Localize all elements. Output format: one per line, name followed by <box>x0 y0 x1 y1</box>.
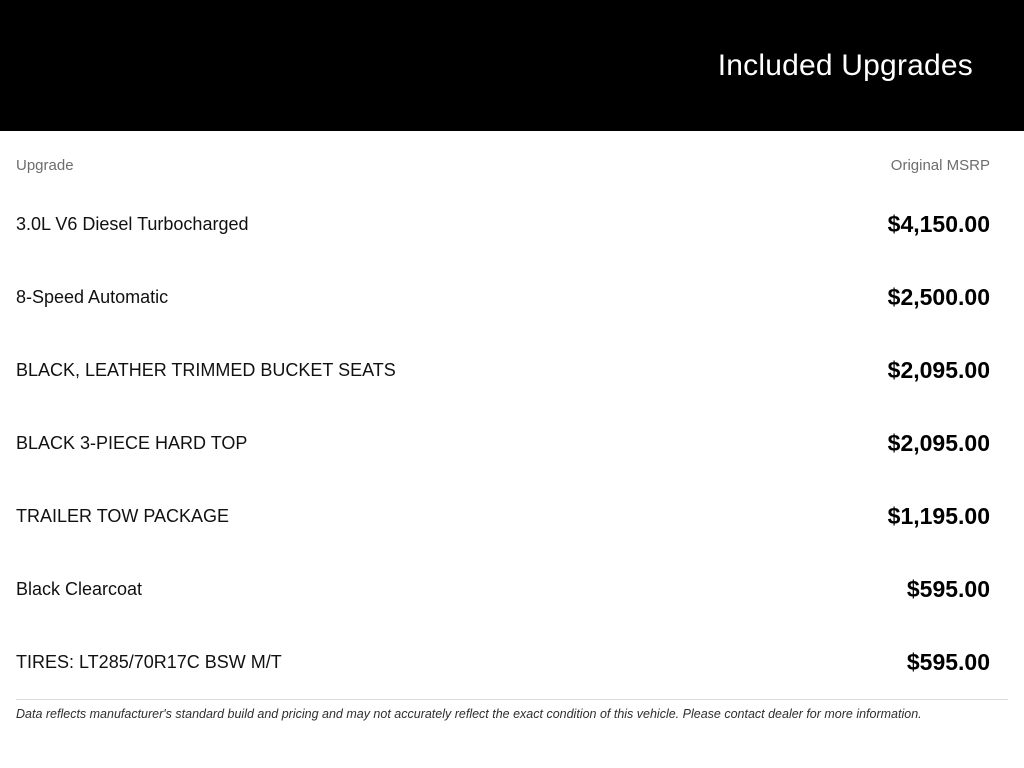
table-header-row <box>16 131 1008 188</box>
column-header-upgrade: Upgrade <box>16 157 74 174</box>
upgrade-msrp: $2,095.00 <box>887 357 990 383</box>
upgrade-msrp: $1,195.00 <box>887 503 990 529</box>
upgrade-name: TRAILER TOW PACKAGE <box>16 506 230 526</box>
header-bar <box>0 0 1024 131</box>
upgrade-msrp: $2,500.00 <box>887 284 990 310</box>
upgrade-msrp: $2,095.00 <box>887 430 990 456</box>
upgrade-msrp: $595.00 <box>906 649 990 675</box>
table-row <box>16 334 1008 407</box>
table-row <box>16 407 1008 480</box>
upgrade-name: BLACK 3-PIECE HARD TOP <box>16 433 248 453</box>
column-header-msrp: Original MSRP <box>890 157 990 174</box>
upgrade-msrp: $4,150.00 <box>887 211 990 237</box>
footer-disclaimer: Data reflects manufacturer's standard build and pricing and may not accurately reflect the exact condition of this vehicle. Please contact dealer for more information. <box>16 707 922 721</box>
page-title: Included Upgrades <box>717 48 973 82</box>
upgrade-name: BLACK, LEATHER TRIMMED BUCKET SEATS <box>16 360 396 380</box>
upgrade-name: 8-Speed Automatic <box>16 287 169 307</box>
upgrade-name: TIRES: LT285/70R17C BSW M/T <box>16 652 282 672</box>
upgrades-content <box>0 131 1024 721</box>
table-row <box>16 188 1008 261</box>
upgrade-name: Black Clearcoat <box>16 579 143 599</box>
table-row <box>16 261 1008 334</box>
table-row <box>16 480 1008 553</box>
table-row <box>16 626 1008 700</box>
upgrade-msrp: $595.00 <box>906 576 990 602</box>
upgrade-name: 3.0L V6 Diesel Turbocharged <box>16 214 249 234</box>
upgrades-table <box>16 131 1008 700</box>
table-row <box>16 553 1008 626</box>
